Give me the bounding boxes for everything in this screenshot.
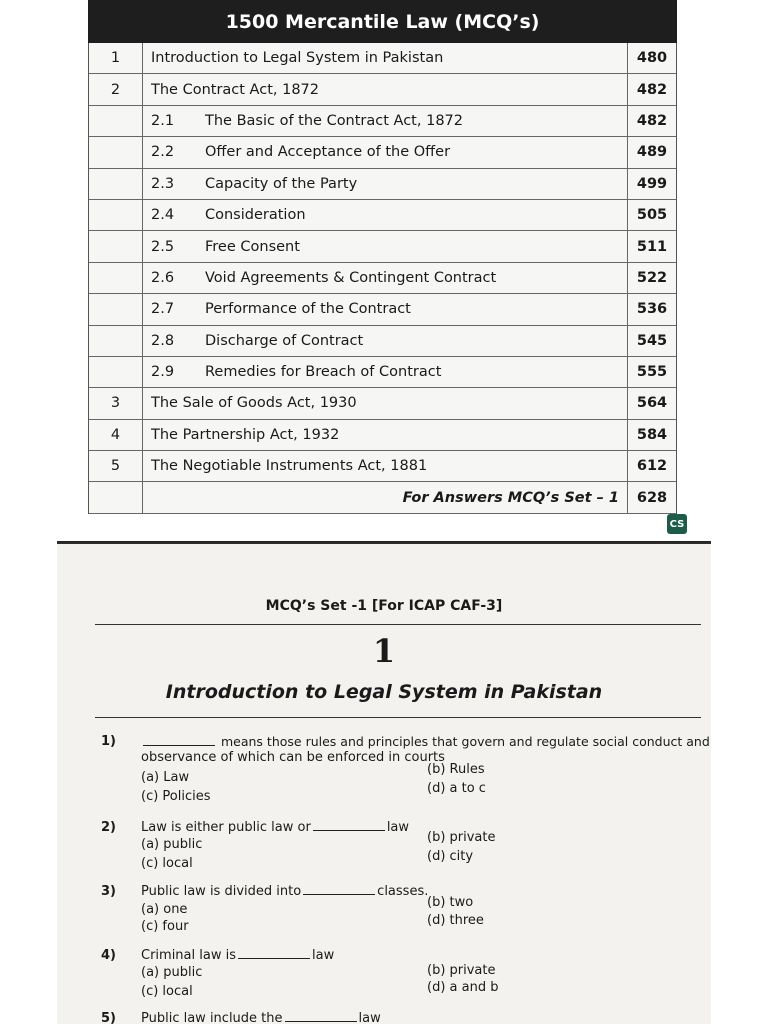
row-page: 612 (636, 458, 668, 475)
row-page: 536 (636, 301, 668, 318)
row-subnumber: 2.2 (151, 144, 175, 161)
contents-title: 1500 Mercantile Law (MCQ’s) (88, 0, 677, 43)
question-text-continued: observance of which can be enforced in courts (141, 750, 445, 765)
row-number (89, 200, 143, 230)
table-row (89, 106, 676, 137)
option-b: (b) two (427, 895, 474, 910)
row-page: 499 (636, 175, 668, 192)
row-number (89, 263, 143, 293)
row-page: 511 (636, 238, 668, 255)
row-title: 2.6 Void Agreements & Contingent Contract (143, 263, 628, 293)
table-row (89, 388, 676, 419)
answer-blank (143, 745, 215, 746)
option-b: (b) Rules (427, 762, 485, 777)
table-row (89, 420, 676, 451)
table-row (89, 231, 676, 262)
row-subnumber: 2.5 (151, 238, 175, 255)
divider (95, 717, 701, 718)
question-text: Law is either public law or law (141, 820, 410, 835)
row-title: Introduction to Legal System in Pakistan (143, 43, 628, 73)
option-b: (b) private (427, 963, 496, 978)
question-text: Public law is divided into classes. (141, 884, 429, 899)
row-title: 2.5 Free Consent (143, 231, 628, 261)
option-d: (d) city (427, 849, 474, 864)
row-title: 2.1 The Basic of the Contract Act, 1872 (143, 106, 628, 136)
answer-blank (238, 958, 310, 959)
question-text: means those rules and principles that govern and regulate social conduct and (141, 734, 710, 749)
row-subnumber: 2.6 (151, 269, 175, 286)
row-page: 564 (636, 395, 668, 412)
row-page: 482 (636, 112, 668, 129)
chapter-title: Introduction to Legal System in Pakistan (165, 681, 603, 703)
row-number: 5 (89, 451, 143, 481)
camscanner-logo-icon: CS (667, 514, 687, 534)
set-title: MCQ’s Set -1 [For ICAP CAF-3] (265, 598, 503, 614)
row-page: 584 (636, 426, 668, 443)
option-a: (a) public (141, 837, 203, 852)
option-c: (c) local (141, 856, 193, 871)
table-row (89, 74, 676, 105)
row-number: 1 (89, 43, 143, 73)
row-page: 522 (636, 269, 668, 286)
row-subnumber: 2.1 (151, 112, 175, 129)
row-number (89, 357, 143, 387)
table-row (89, 137, 676, 168)
question-number: 1) (101, 734, 116, 749)
answers-label: For Answers MCQ’s Set – 1 (143, 482, 628, 512)
row-number (89, 106, 143, 136)
row-title: 2.4 Consideration (143, 200, 628, 230)
row-number: 4 (89, 420, 143, 450)
scanned-page (57, 544, 711, 1024)
row-number (89, 294, 143, 324)
row-page: 489 (636, 144, 668, 161)
row-subnumber: 2.4 (151, 207, 175, 224)
table-row (89, 43, 676, 74)
row-number: 2 (89, 74, 143, 104)
answers-row (89, 482, 676, 513)
row-page: 480 (636, 50, 668, 67)
divider (95, 624, 701, 625)
row-title: The Contract Act, 1872 (143, 74, 628, 104)
row-number (89, 169, 143, 199)
option-d: (d) a and b (427, 980, 499, 995)
table-row (89, 451, 676, 482)
row-number (89, 137, 143, 167)
option-a: (a) public (141, 965, 203, 980)
question-text: Public law include the law (141, 1011, 381, 1026)
question-text: Criminal law is law (141, 948, 335, 963)
table-row (89, 294, 676, 325)
row-title: The Sale of Goods Act, 1930 (143, 388, 628, 418)
row-number (89, 482, 143, 512)
row-page: 505 (636, 207, 668, 224)
row-title: The Partnership Act, 1932 (143, 420, 628, 450)
question-number: 3) (101, 884, 116, 899)
option-c: (c) Policies (141, 789, 211, 804)
row-title: 2.9 Remedies for Breach of Contract (143, 357, 628, 387)
option-d: (d) three (427, 913, 484, 928)
option-b: (b) private (427, 830, 496, 845)
contents-table (88, 0, 677, 514)
question-number: 5) (101, 1011, 116, 1026)
row-subnumber: 2.3 (151, 175, 175, 192)
row-subnumber: 2.8 (151, 332, 175, 349)
table-row (89, 169, 676, 200)
table-row (89, 263, 676, 294)
table-row (89, 200, 676, 231)
row-title: 2.7 Performance of the Contract (143, 294, 628, 324)
row-title: 2.2 Offer and Acceptance of the Offer (143, 137, 628, 167)
table-row (89, 357, 676, 388)
row-page: 482 (636, 81, 668, 98)
answer-blank (285, 1021, 357, 1022)
row-number (89, 231, 143, 261)
row-title: 2.3 Capacity of the Party (143, 169, 628, 199)
answers-page: 628 (636, 489, 668, 506)
option-a: (a) Law (141, 770, 190, 785)
row-page: 555 (636, 364, 668, 381)
row-subnumber: 2.9 (151, 364, 175, 381)
question-number: 2) (101, 820, 116, 835)
chapter-number: 1 (372, 632, 396, 670)
option-a: (a) one (141, 902, 188, 917)
table-row (89, 326, 676, 357)
answer-blank (313, 830, 385, 831)
option-d: (d) a to c (427, 781, 486, 796)
answer-blank (303, 894, 375, 895)
row-page: 545 (636, 332, 668, 349)
option-c: (c) four (141, 919, 189, 934)
row-number: 3 (89, 388, 143, 418)
question-number: 4) (101, 948, 116, 963)
row-number (89, 326, 143, 356)
row-title: 2.8 Discharge of Contract (143, 326, 628, 356)
contents-rows (88, 43, 677, 514)
row-title: The Negotiable Instruments Act, 1881 (143, 451, 628, 481)
option-c: (c) local (141, 984, 193, 999)
row-subnumber: 2.7 (151, 301, 175, 318)
